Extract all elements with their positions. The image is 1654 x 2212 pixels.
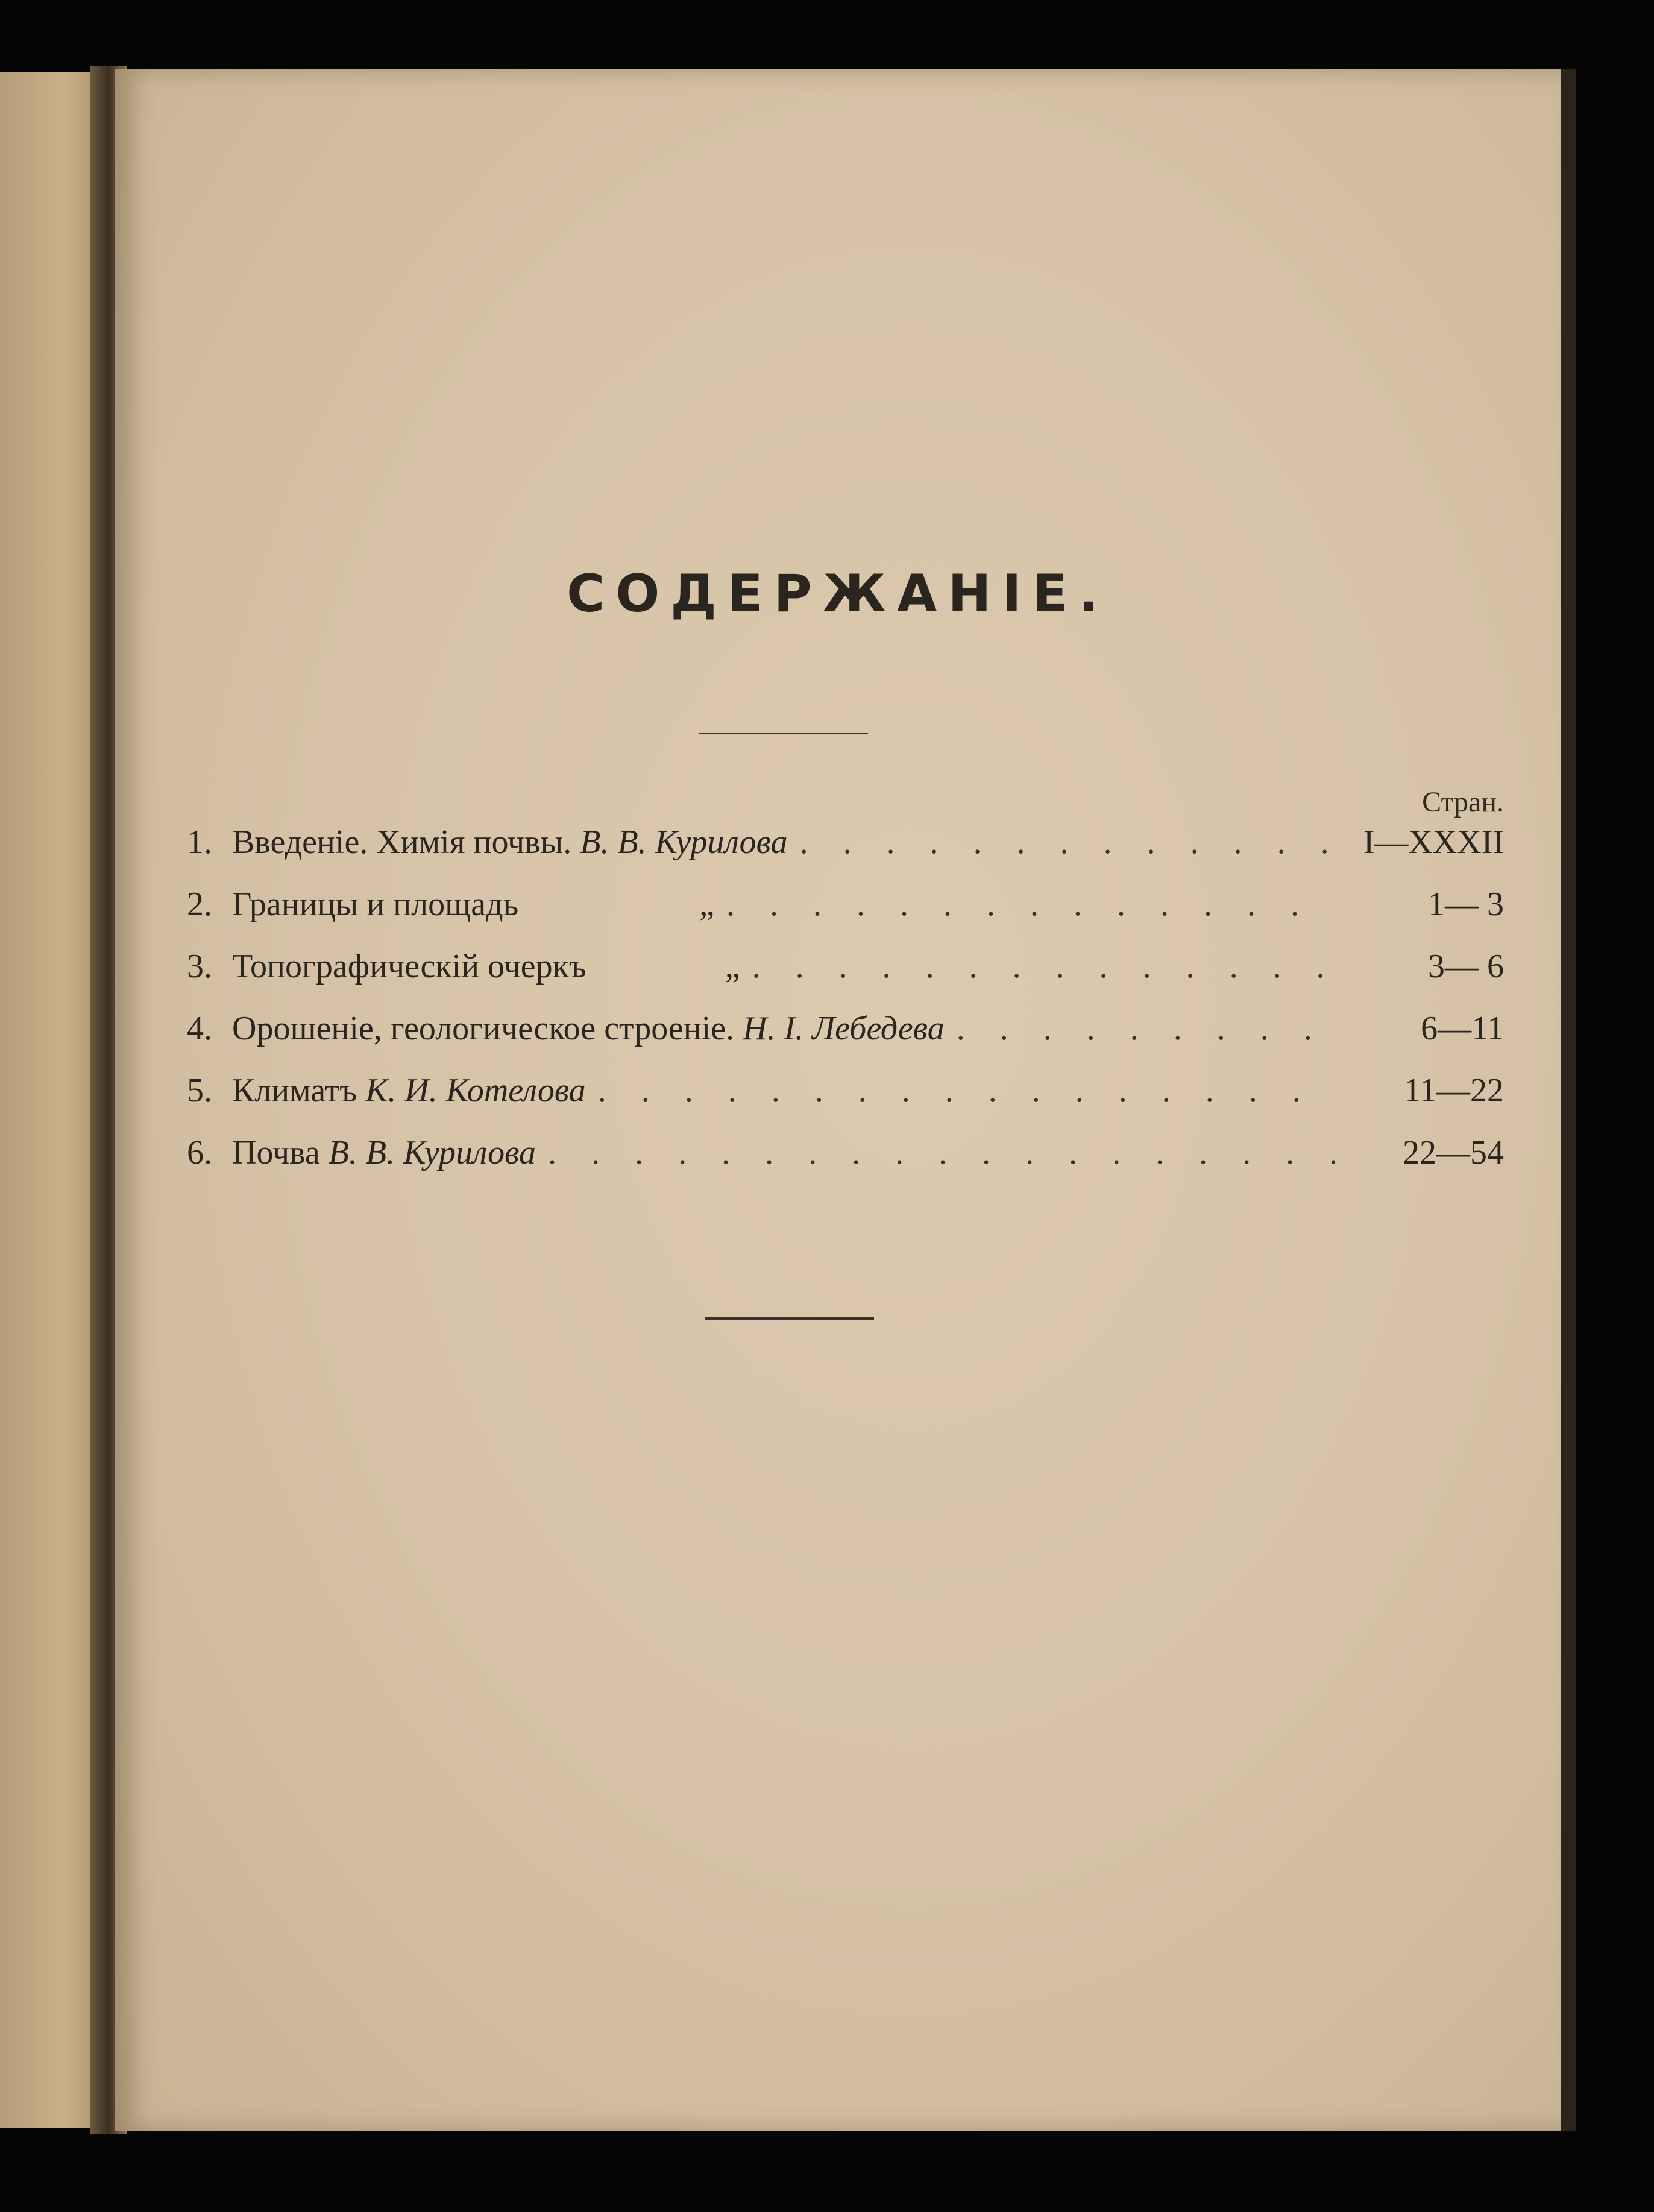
entry-pages: 11—22	[1404, 1072, 1504, 1109]
end-rule	[705, 1317, 874, 1320]
entry-author: К. И. Котелова	[365, 1072, 586, 1109]
ditto-mark: „	[725, 948, 740, 985]
dot-leader	[800, 823, 1335, 862]
entry-title: Климатъ	[232, 1072, 357, 1109]
page	[115, 69, 1561, 2131]
dot-leader	[548, 1133, 1335, 1172]
toc-entry	[187, 947, 1504, 1009]
entry-number: 4.	[187, 1010, 212, 1047]
dot-leader	[957, 1009, 1335, 1048]
entry-pages: 1— 3	[1428, 886, 1504, 923]
entry-title: Границы и площадь	[232, 886, 519, 923]
dot-leader	[726, 885, 1335, 924]
toc-entry	[187, 1133, 1504, 1196]
toc-entry	[187, 1009, 1504, 1071]
right-page-edge	[1561, 69, 1576, 2131]
dot-leader	[598, 1071, 1335, 1110]
entry-pages: I—XXXII	[1363, 824, 1504, 861]
entry-pages: 3— 6	[1428, 948, 1504, 985]
entry-author: Н. І. Лебедева	[743, 1010, 945, 1047]
entry-pages: 22—54	[1403, 1134, 1504, 1171]
entry-pages: 6—11	[1421, 1010, 1504, 1047]
toc-entry	[187, 823, 1504, 885]
toc-entry	[187, 1071, 1504, 1133]
pages-column-header: Стран.	[1422, 786, 1504, 818]
page-title: СОДЕРЖАНІЕ.	[567, 564, 1109, 624]
entry-title: Почва	[232, 1134, 320, 1171]
entry-author: В. В. Курилова	[328, 1134, 536, 1171]
entry-title: Введеніе. Химія почвы.	[232, 824, 572, 861]
toc-entry	[187, 885, 1504, 947]
entry-author: В. В. Курилова	[580, 824, 788, 861]
ditto-mark: „	[699, 886, 714, 923]
entry-number: 2.	[187, 886, 212, 923]
dot-leader	[752, 947, 1335, 986]
entry-number: 5.	[187, 1072, 212, 1109]
entry-number: 3.	[187, 948, 212, 985]
title-rule	[699, 733, 868, 734]
entry-number: 6.	[187, 1134, 212, 1171]
table-of-contents	[187, 823, 1504, 1196]
entry-title: Орошеніе, геологическое строеніе.	[232, 1010, 735, 1047]
entry-title: Топографическій очеркъ	[232, 948, 586, 985]
entry-number: 1.	[187, 824, 212, 861]
